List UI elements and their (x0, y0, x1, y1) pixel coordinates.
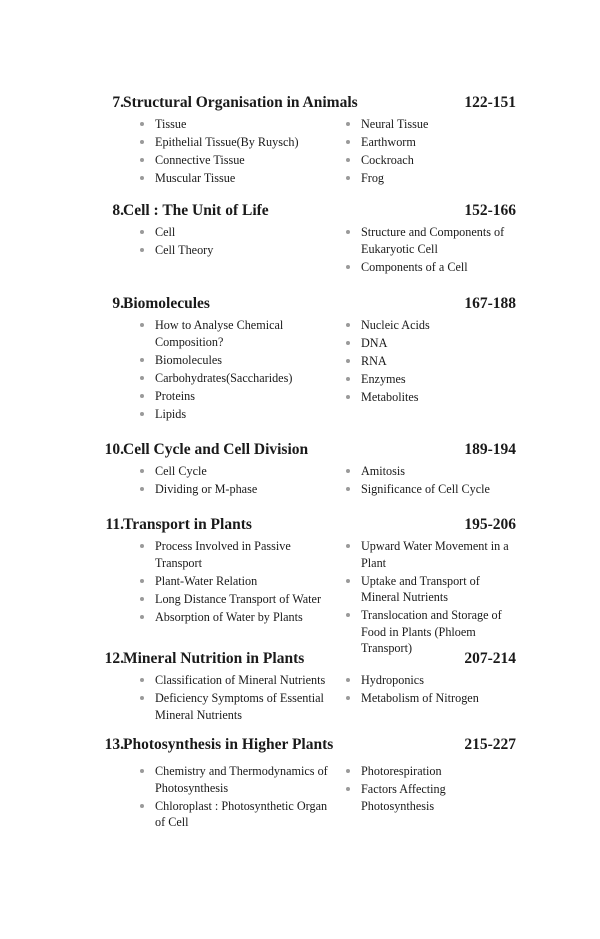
chapter-title: Biomolecules (123, 295, 210, 312)
topic-item: Muscular Tissue (139, 170, 329, 187)
topic-item: Epithelial Tissue(By Ruysch) (139, 134, 329, 151)
chapter-page-range: 167-188 (464, 295, 516, 312)
chapter-heading (92, 516, 516, 538)
chapter-number: 13. (104, 736, 124, 753)
topic-item: Components of a Cell (345, 259, 520, 276)
topic-item: Tissue (139, 116, 329, 133)
chapter-number: 12. (104, 650, 124, 667)
topic-item: Earthworm (345, 134, 520, 151)
topic-item: Plant-Water Relation (139, 573, 329, 590)
chapter-heading (92, 94, 516, 116)
topic-item: Cell (139, 224, 329, 241)
topic-list-left (139, 463, 329, 499)
topic-item: Upward Water Movement in a Plant (345, 538, 520, 571)
topic-item: Neural Tissue (345, 116, 520, 133)
topic-item: Enzymes (345, 371, 520, 388)
topic-item: Cockroach (345, 152, 520, 169)
chapter-title: Cell : The Unit of Life (123, 202, 269, 219)
chapter-9 (92, 295, 516, 421)
chapter-number: 9. (112, 295, 124, 312)
topic-list-left (139, 763, 329, 832)
topic-list-right (345, 116, 520, 188)
topic-item: Chemistry and Thermodynamics of Photosynthesis (139, 763, 329, 796)
chapter-page-range: 122-151 (464, 94, 516, 111)
topic-item: DNA (345, 335, 520, 352)
topic-list-right (345, 763, 520, 816)
chapter-11 (92, 516, 516, 655)
topic-item: Proteins (139, 388, 329, 405)
topic-list-right (345, 224, 520, 277)
topic-item: Long Distance Transport of Water (139, 591, 329, 608)
topic-item: Cell Cycle (139, 463, 329, 480)
chapter-page-range: 215-227 (464, 736, 516, 753)
chapter-10 (92, 441, 516, 496)
chapter-title: Cell Cycle and Cell Division (123, 441, 309, 458)
chapter-title: Photosynthesis in Higher Plants (123, 736, 334, 753)
chapter-number: 11. (105, 516, 124, 533)
chapter-title: Transport in Plants (123, 516, 252, 533)
topic-item: Chloroplast : Photosynthetic Organ of Cell (139, 798, 329, 831)
topic-item: Deficiency Symptoms of Essential Mineral Nutrients (139, 690, 329, 723)
topic-item: RNA (345, 353, 520, 370)
topic-list-left (139, 538, 329, 627)
topic-item: Structure and Components of Eukaryotic Cell (345, 224, 520, 257)
topic-list-right (345, 672, 520, 708)
chapter-7 (92, 94, 516, 185)
chapter-12 (92, 650, 516, 722)
topic-item: Cell Theory (139, 242, 329, 259)
chapter-13 (92, 736, 516, 829)
topic-item: Metabolism of Nitrogen (345, 690, 520, 707)
topic-item: Nucleic Acids (345, 317, 520, 334)
topic-item: Connective Tissue (139, 152, 329, 169)
topic-item: Lipids (139, 406, 329, 423)
topic-item: Frog (345, 170, 520, 187)
topic-list-left (139, 224, 329, 260)
topic-item: Uptake and Transport of Mineral Nutrients (345, 573, 520, 606)
topic-item: Absorption of Water by Plants (139, 609, 329, 626)
chapter-heading (92, 441, 516, 463)
topic-list-right (345, 463, 520, 499)
topic-list-left (139, 317, 329, 424)
chapter-number: 10. (104, 441, 124, 458)
chapter-number: 7. (112, 94, 124, 111)
topic-list-right (345, 317, 520, 407)
chapter-heading (92, 650, 516, 672)
topic-list-right (345, 538, 520, 658)
topic-item: Dividing or M-phase (139, 481, 329, 498)
chapter-8 (92, 202, 516, 274)
chapter-page-range: 189-194 (464, 441, 516, 458)
topic-list-left (139, 116, 329, 188)
topic-item: Metabolites (345, 389, 520, 406)
chapter-number: 8. (112, 202, 124, 219)
topic-item: Photorespiration (345, 763, 520, 780)
topic-item: Translocation and Storage of Food in Plants (Phloem Transport) (345, 607, 520, 657)
topic-list-left (139, 672, 329, 725)
chapter-heading (92, 736, 516, 763)
chapter-page-range: 152-166 (464, 202, 516, 219)
chapter-heading (92, 295, 516, 317)
topic-item: Amitosis (345, 463, 520, 480)
topic-item: Biomolecules (139, 352, 329, 369)
topic-item: Process Involved in Passive Transport (139, 538, 329, 571)
topic-item: Classification of Mineral Nutrients (139, 672, 329, 689)
chapter-page-range: 207-214 (464, 650, 516, 667)
chapter-title: Mineral Nutrition in Plants (123, 650, 305, 667)
chapter-title: Structural Organisation in Animals (123, 94, 358, 111)
topic-item: Factors Affecting Photosynthesis (345, 781, 520, 814)
topic-item: Carbohydrates(Saccharides) (139, 370, 329, 387)
topic-item: How to Analyse Chemical Composition? (139, 317, 329, 350)
chapter-heading (92, 202, 516, 224)
topic-item: Significance of Cell Cycle (345, 481, 520, 498)
topic-item: Hydroponics (345, 672, 520, 689)
chapter-page-range: 195-206 (464, 516, 516, 533)
